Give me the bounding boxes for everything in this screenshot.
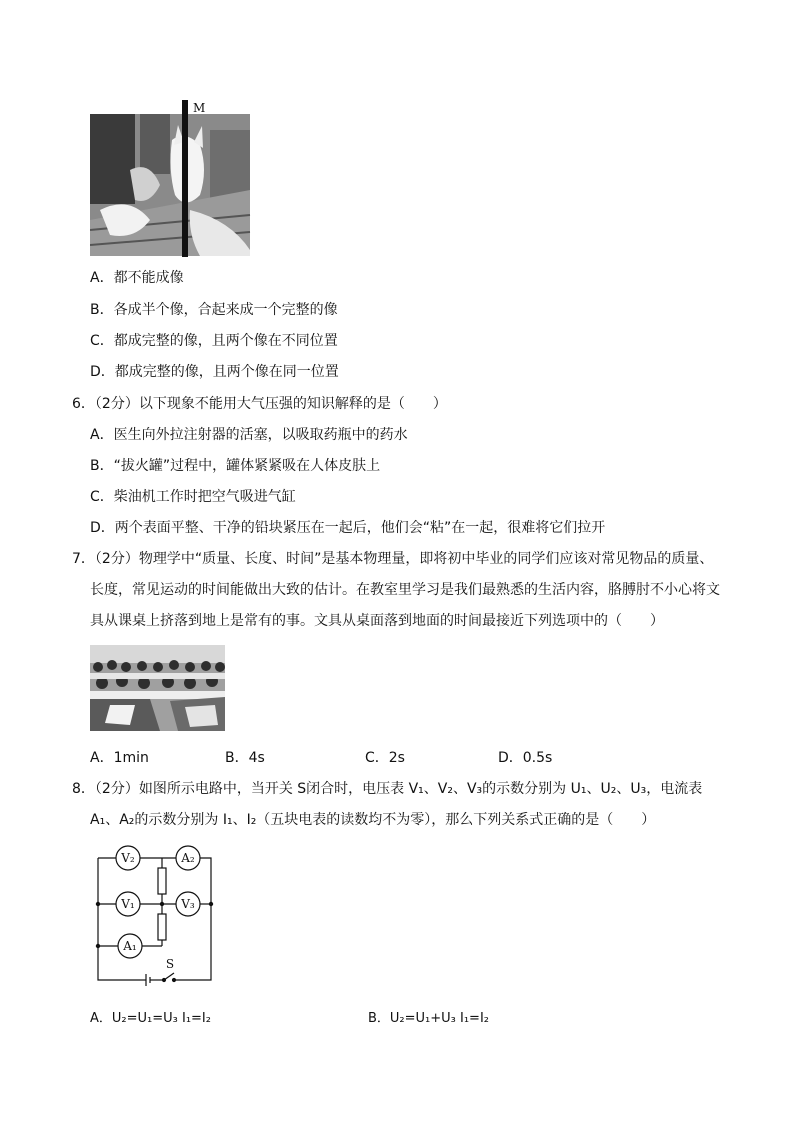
q7-stem-line-2: 长度，常见运动的时间能做出大致的估计。在教室里学习是我们最熟悉的生活内容，胳膊肘不小心将文 (90, 582, 720, 598)
q8-option-a: A．U₂=U₁=U₃ I₁=I₂ (90, 1011, 211, 1026)
q8-stem-line-1: 8．（2分）如图所示电路中，当开关 S闭合时，电压表 V₁、V₂、V₃的示数分别为 U₁、U₂、U₃，电流表 (72, 781, 703, 797)
meter-v3-label: V₃ (181, 897, 195, 911)
meter-a1-label: A₁ (123, 939, 137, 953)
meter-a2-label: A₂ (181, 851, 195, 865)
mirror-label-m: M (193, 101, 206, 115)
q6-option-b: B．“拔火罐”过程中，罐体紧紧吸在人体皮肤上 (90, 458, 381, 474)
q5-option-b: B．各成半个像，合起来成一个完整的像 (90, 302, 338, 318)
classroom-illustration (90, 645, 225, 731)
q7-stem-line-1: 7．（2分）物理学中“质量、长度、时间”是基本物理量，即将初中毕业的同学们应该对常见物品的质量、 (72, 551, 714, 567)
q6-option-c: C．柴油机工作时把空气吸进气缸 (90, 489, 296, 505)
q8-option-b: B．U₂=U₁+U₃ I₁=I₂ (368, 1011, 489, 1026)
q7-option-c: C．2s (365, 750, 405, 766)
classroom-photo (90, 645, 225, 731)
q7-stem-line-3: 具从课桌上挤落到地上是常有的事。文具从桌面落到地面的时间最接近下列选项中的（ ） (90, 613, 664, 629)
meter-v1-label: V₁ (121, 897, 135, 911)
mirror-dog-photo (90, 100, 252, 257)
q7-option-d: D．0.5s (498, 750, 553, 766)
q5-option-c: C．都成完整的像，且两个像在不同位置 (90, 333, 338, 349)
meter-v2-label: V₂ (121, 851, 135, 865)
q7-option-a: A．1min (90, 750, 149, 766)
q6-option-d: D．两个表面平整、干净的铅块紧压在一起后，他们会“粘”在一起，很难将它们拉开 (90, 520, 606, 536)
q8-stem-line-2: A₁、A₂的示数分别为 I₁、I₂（五块电表的读数均不为零），那么下列关系式正确的是（ ） (90, 812, 656, 828)
q7-option-b: B．4s (225, 750, 265, 766)
circuit-diagram (90, 840, 220, 995)
switch-s-label: S (165, 957, 175, 971)
q5-option-a: A．都不能成像 (90, 270, 184, 286)
q6-option-a: A．医生向外拉注射器的活塞，以吸取药瓶中的药水 (90, 427, 408, 443)
circuit-svg (90, 840, 220, 995)
q5-option-d: D．都成完整的像，且两个像在同一位置 (90, 364, 339, 380)
q6-stem: 6．（2分）以下现象不能用大气压强的知识解释的是（ ） (72, 396, 447, 412)
mirror-dog-illustration (90, 100, 252, 257)
